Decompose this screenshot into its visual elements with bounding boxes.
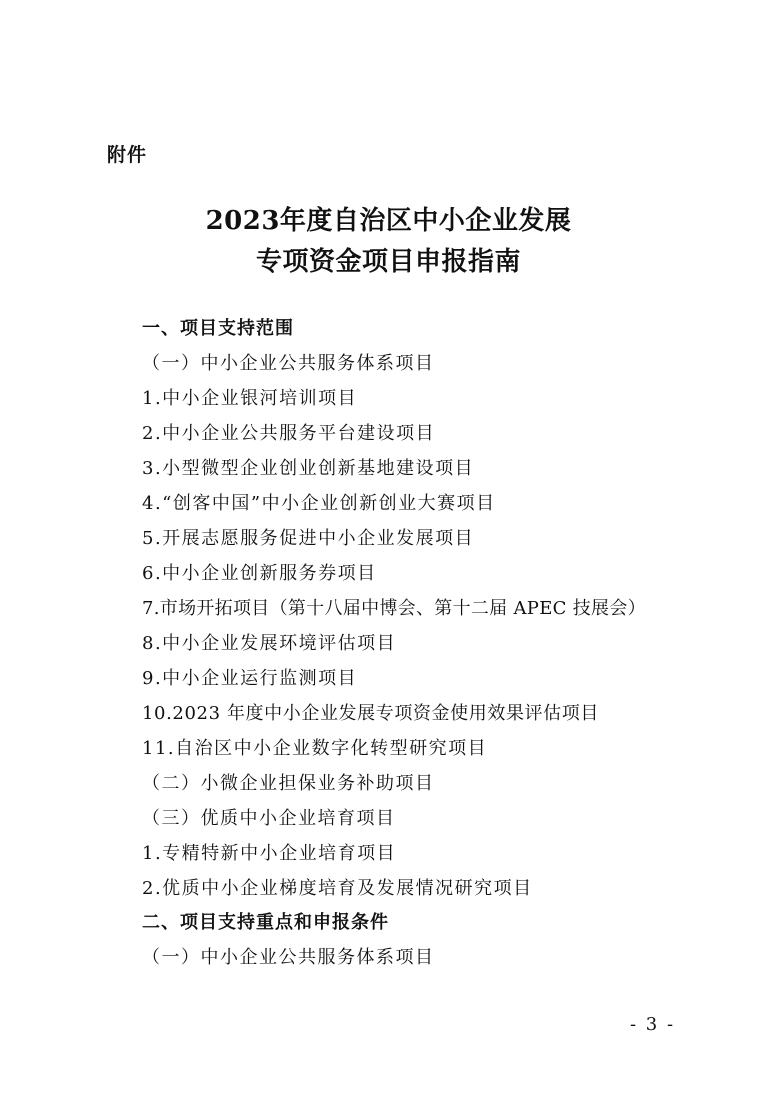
section-heading-scope: 一、项目支持范围 (142, 318, 294, 339)
list-item: 5.开展志愿服务促进中小企业发展项目 (142, 528, 475, 549)
list-item: 1.中小企业银河培训项目 (142, 388, 358, 409)
document-title-line-2: 专项资金项目申报指南 (255, 247, 521, 277)
subsection-heading-cultivation: （三）优质中小企业培育项目 (142, 808, 396, 829)
list-item: 7.市场开拓项目（第十八届中博会、第十二届 APEC 技展会） (142, 598, 646, 619)
subsection-heading-public-service: （一）中小企业公共服务体系项目 (142, 353, 435, 374)
page-number: - 3 - (630, 1014, 676, 1035)
list-item: 6.中小企业创新服务券项目 (142, 563, 377, 584)
list-item: 9.中小企业运行监测项目 (142, 668, 358, 689)
list-item: 2.中小企业公共服务平台建设项目 (142, 423, 436, 444)
list-item: 4.“创客中国”中小企业创新创业大赛项目 (142, 493, 496, 514)
list-item: 3.小型微型企业创业创新基地建设项目 (142, 458, 475, 479)
list-item: 8.中小企业发展环境评估项目 (142, 633, 397, 654)
document-title-line-1: 2023年度自治区中小企业发展 (205, 206, 572, 236)
list-item: 11.自治区中小企业数字化转型研究项目 (142, 738, 488, 759)
list-item: 10.2023 年度中小企业发展专项资金使用效果评估项目 (142, 703, 599, 724)
list-item: 1.专精特新中小企业培育项目 (142, 843, 397, 864)
list-item: 2.优质中小企业梯度培育及发展情况研究项目 (142, 878, 533, 899)
section-heading-key-points: 二、项目支持重点和申报条件 (142, 912, 389, 933)
subsection-heading-public-service-2: （一）中小企业公共服务体系项目 (142, 947, 435, 968)
attachment-label: 附件 (107, 144, 148, 166)
subsection-heading-guarantee: （二）小微企业担保业务补助项目 (142, 773, 435, 794)
